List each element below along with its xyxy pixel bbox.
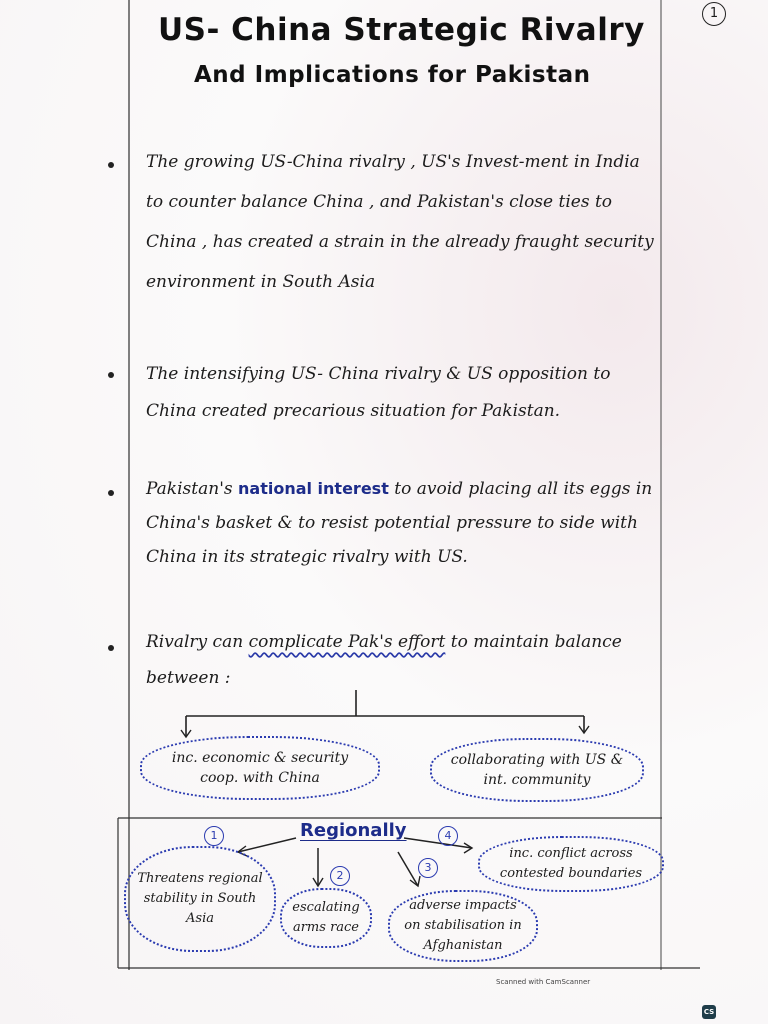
num-badge-1: 1: [204, 826, 224, 846]
title-line-2: And Implications for Pakistan: [194, 62, 591, 88]
camscanner-logo: CS: [702, 1005, 716, 1019]
cloud-regional-stability: Threatens regional stability in South Asia: [124, 846, 276, 952]
cloud-china-cooperation: inc. economic & security coop. with China: [140, 736, 380, 800]
bullet-3-after: to avoid placing all its eggs in China's basket & to resist potential pressure to side with China in its strategic rivalry with US.: [146, 479, 653, 567]
cloud-arms-race: escalating arms race: [280, 888, 372, 948]
bullet-4-before: Rivalry can: [146, 632, 244, 652]
cloud-us-collaboration: collaborating with US & int. community: [430, 738, 644, 802]
cloud-afghanistan: adverse impacts on stabilisation in Afghanistan: [388, 890, 538, 962]
bullet-2-text: The intensifying US- China rivalry & US opposition to China created precarious situation for Pakistan.: [146, 364, 611, 421]
num-badge-2: 2: [330, 866, 350, 886]
complicate-effort-underlined: complicate Pak's effort: [248, 632, 446, 652]
page-number: 1: [702, 2, 726, 26]
cloud-contested-boundaries: inc. conflict across contested boundaries: [478, 836, 664, 892]
scanned-watermark: Scanned with CamScanner: [496, 978, 591, 986]
regionally-heading: Regionally: [300, 820, 407, 841]
title-line-1: US- China Strategic Rivalry: [158, 12, 645, 48]
bullet-3-before: Pakistan's: [146, 479, 233, 499]
bullet-4-after: to maintain balance between :: [146, 632, 622, 688]
bullet-1-text: The growing US-China rivalry , US's Invest-ment in India to counter balance China , and Pakistan's close ties to China , has created a strain in the already fraught security environment in South Asia: [146, 152, 654, 292]
national-interest-highlight: national interest: [238, 479, 389, 498]
num-badge-4: 4: [438, 826, 458, 846]
num-badge-3: 3: [418, 858, 438, 878]
